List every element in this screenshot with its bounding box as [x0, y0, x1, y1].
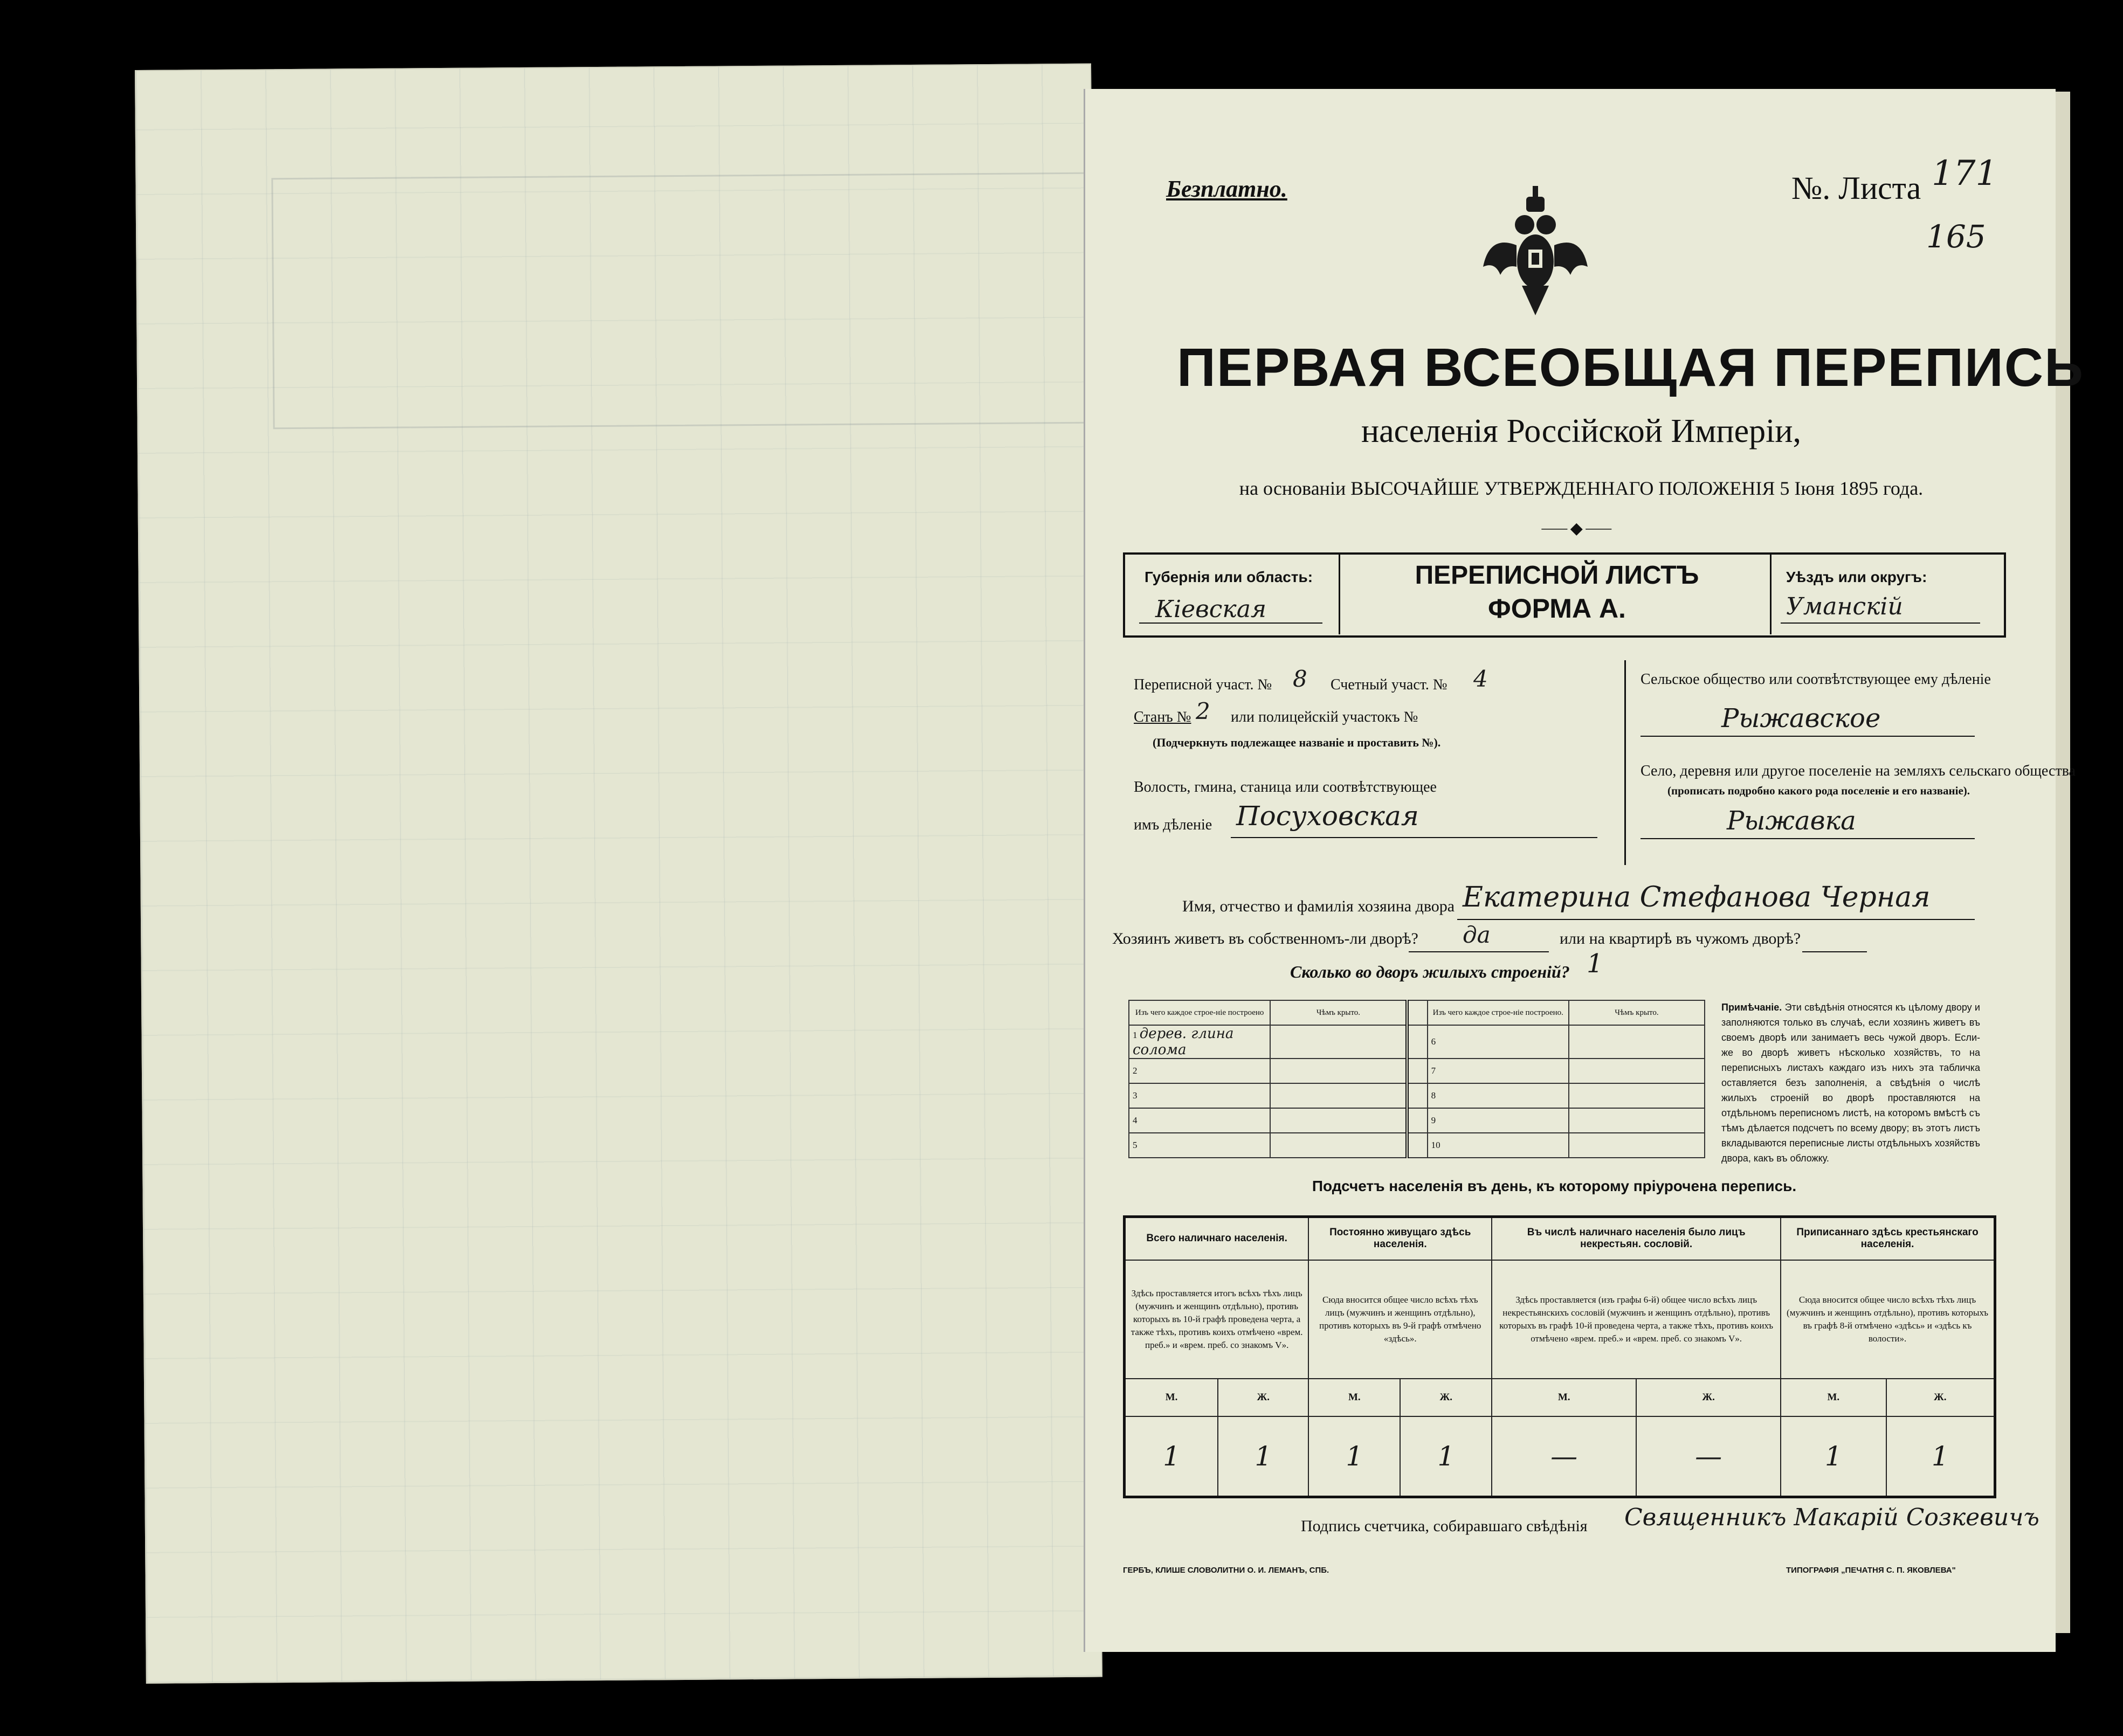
pop-col-2-title: Постоянно живущаго здѣсь населенія.	[1308, 1217, 1492, 1260]
population-values-row	[1125, 1416, 1995, 1497]
village-label: Село, деревня или другое поселеніе на земляхъ сельскаго общества	[1640, 763, 2076, 779]
pop-peasant-m: 1	[1781, 1416, 1886, 1497]
show-through-table	[271, 172, 1166, 430]
sheet-number-second: 165	[1926, 218, 1986, 255]
signature-label: Подпись счетчика, собиравшаго свѣдѣнія	[1301, 1517, 1588, 1535]
buildings-col-roof-2: Чѣмъ крыто.	[1569, 1000, 1705, 1025]
buildings-col-material: Изъ чего каждое строе-ніе построено	[1129, 1000, 1270, 1025]
pop-peasant-f: 1	[1886, 1416, 1995, 1497]
pop-col-1-title: Всего наличнаго населенія.	[1125, 1217, 1309, 1260]
buildings-table	[1128, 1000, 1705, 1158]
village-value: Рыжавка	[1727, 806, 1856, 836]
pop-col-4-title: Приписаннаго здѣсь крестьянскаго населенія.	[1781, 1217, 1995, 1260]
society-value: Рыжавское	[1721, 703, 1881, 734]
form-letter: ФОРМА А.	[1488, 593, 1626, 624]
pop-col-2-desc: Сюда вносится общее число всѣхъ тѣхъ лицъ (мужчинъ и женщинъ отдѣльно), противъ которыхъ въ 9-й графѣ отмѣчено «здѣсь».	[1308, 1260, 1492, 1379]
pop-col-3-title: Въ числѣ наличнаго населенія было лицъ некрестьян. сословій.	[1492, 1217, 1781, 1260]
province-value: Кіевская	[1155, 596, 1267, 623]
table-row: 5 10	[1129, 1133, 1705, 1158]
population-heading: Подсчетъ населенія въ день, къ которому пріурочена перепись.	[1312, 1178, 1797, 1194]
volost-label-2: имъ дѣленіе	[1134, 817, 1212, 833]
table-row: 3 8	[1129, 1083, 1705, 1108]
form-basis: на основаніи ВЫСОЧАЙШЕ УТВЕРЖДЕННАГО ПОЛОЖЕНІЯ 5 Іюня 1895 года.	[1239, 478, 1924, 499]
pop-permanent-m: 1	[1308, 1416, 1400, 1497]
pop-col-1-desc: Здѣсь проставляется итогъ всѣхъ тѣхъ лицъ (мужчинъ и женщинъ отдѣльно), противъ которыхъ въ 10-й графѣ проведена черта, а также тѣхъ, противъ коихъ отмѣчено «врем. преб.» и «врем. преб. со знакомъ V».	[1125, 1260, 1309, 1379]
volost-label: Волость, гмина, станица или соотвѣтствующее	[1134, 779, 1437, 796]
footnote	[1721, 1000, 1980, 1166]
census-section-value: 8	[1293, 666, 1307, 692]
pop-total-f: 1	[1218, 1416, 1308, 1497]
form-main-title: ПЕРВАЯ ВСЕОБЩАЯ ПЕРЕПИСЬ	[1177, 337, 2084, 398]
signature-value: Священникъ Макарій Созкевичъ	[1624, 1504, 2039, 1531]
society-label: Сельское общество или соотвѣтствующее ему дѣленіе	[1640, 671, 1991, 688]
buildings-label: Сколько во дворъ жилыхъ строеній?	[1290, 962, 1570, 981]
volost-value: Посуховская	[1236, 800, 1419, 832]
rent-label: или на квартирѣ въ чужомъ дворѣ?	[1560, 930, 1801, 947]
building-1-material: дерев. глина солома	[1133, 1026, 1234, 1058]
table-row: 2 7	[1129, 1059, 1705, 1083]
stan-value: 2	[1196, 698, 1210, 724]
province-label: Губернія или область:	[1145, 569, 1313, 585]
stan-label: Станъ №	[1134, 709, 1191, 725]
pop-nonpeasant-f: —	[1636, 1416, 1781, 1497]
pop-permanent-f: 1	[1400, 1416, 1492, 1497]
district-value: Уманскій	[1786, 593, 1903, 620]
ornament-divider: ⸺◆⸺	[1541, 520, 1615, 537]
population-table: Всего наличнаго населенія. Постоянно живущаго здѣсь населенія. Въ числѣ наличнаго населенія было лицъ некрестьян. сословій. Приписаннаго здѣсь крестьянскаго населенія. Здѣсь проставляется итогъ всѣхъ тѣхъ лицъ (мужчинъ и женщинъ отдѣльно), противъ которыхъ въ 10-й графѣ проведена черта, а также тѣхъ, противъ коихъ отмѣчено «врем. преб.» и «врем. преб. со знакомъ V». Сюда вносится общее число всѣхъ тѣхъ лицъ (мужчинъ и женщинъ отдѣльно), противъ которыхъ въ 9-й графѣ отмѣчено «здѣсь». Здѣсь проставляется (изъ графы 6-й) общее число всѣхъ лицъ некрестьянскихъ сословій (мужчинъ и женщинъ отдѣльно), противъ которыхъ въ графѣ 10-й проведена черта, а также тѣхъ, противъ коихъ отмѣчено «врем. преб.» и «врем. преб. со знакомъ V». Сюда вносится общее число всѣхъ тѣхъ лицъ (мужчинъ и женщинъ отдѣльно), противъ которыхъ въ графѣ 8-й отмѣчено «здѣсь» и «здѣсь къ волости». М. Ж. М. Ж. М. Ж. М. Ж. 1 1 1 1 — — 1 1	[1123, 1215, 1996, 1498]
pop-col-4-desc: Сюда вносится общее число всѣхъ тѣхъ лицъ (мужчинъ и женщинъ отдѣльно), противъ которыхъ въ графѣ 8-й отмѣчено «здѣсь» и «здѣсь къ волости».	[1781, 1260, 1995, 1379]
count-section-label: Счетный участ. №	[1331, 676, 1448, 693]
buildings-col-roof: Чѣмъ крыто.	[1270, 1000, 1407, 1025]
left-page	[135, 64, 1102, 1684]
owner-label: Имя, отчество и фамилія хозяина двора	[1182, 897, 1455, 915]
footnote-text: Эти свѣдѣнія относятся къ цѣлому двору и заполняются только въ случаѣ, если хозяинъ живетъ въ своемъ дворѣ или занимаетъ весь чужой дворъ. Если-же во дворѣ живетъ нѣсколько хозяйствъ, то на переписныхъ листахъ каждаго изъ нихъ эта табличка оставляется безъ заполненія, а свѣдѣнія о числѣ жилыхъ строеній во дворѣ проставляются на отдѣльномъ переписномъ листѣ, на которомъ вмѣстѣ съ тѣмъ дѣлается подсчетъ по всему двору; въ этотъ листъ вкладываются переписные листы отдѣльныхъ хозяйствъ двора, какъ въ обложку.	[1721, 1002, 1980, 1164]
stan-note: (Подчеркнуть подлежащее названіе и проставить №).	[1153, 736, 1441, 749]
form-subtitle: населенія Россійской Имперіи,	[1361, 413, 1802, 449]
footer-left: ГЕРБЪ, КЛИШЕ СЛОВОЛИТНИ О. И. ЛЕМАНЪ, СПБ.	[1123, 1566, 1329, 1575]
owner-value: Екатерина Стефанова Черная	[1463, 881, 1931, 914]
own-yard-value: да	[1463, 922, 1491, 948]
census-section-label: Переписной участ. №	[1134, 676, 1272, 693]
buildings-value: 1	[1587, 949, 1603, 979]
census-form-page	[1084, 89, 2084, 1652]
table-row: 1 дерев. глина солома 6	[1129, 1025, 1705, 1059]
pop-col-3-desc: Здѣсь проставляется (изъ графы 6-й) общее число всѣхъ лицъ некрестьянскихъ сословій (мужчинъ и женщинъ отдѣльно), противъ которыхъ въ графѣ 10-й проведена черта, а также тѣхъ, противъ коихъ отмѣчено «врем. преб.» и «врем. преб. со знакомъ V».	[1492, 1260, 1781, 1379]
table-row: 4 9	[1129, 1108, 1705, 1133]
pop-total-m: 1	[1125, 1416, 1218, 1497]
free-label: Безплатно.	[1166, 176, 1287, 202]
buildings-col-material-2: Изъ чего каждое строе-ніе построено.	[1428, 1000, 1569, 1025]
own-yard-label: Хозяинъ живетъ въ собственномъ-ли дворѣ?	[1112, 930, 1418, 947]
footer-right: ТИПОГРАФІЯ „ПЕЧАТНЯ С. П. ЯКОВЛЕВА"	[1786, 1566, 1956, 1575]
imperial-eagle-emblem	[1479, 186, 1592, 321]
village-note: (прописать подробно какого рода поселеніе и его названіе).	[1667, 784, 1970, 797]
pop-nonpeasant-m: —	[1492, 1416, 1636, 1497]
sheet-number-label: №. Листа	[1791, 170, 1921, 206]
district-label: Уѣздъ или округъ:	[1786, 569, 1927, 585]
count-section-value: 4	[1473, 666, 1488, 692]
form-title: ПЕРЕПИСНОЙ ЛИСТЪ	[1415, 561, 1699, 590]
police-label: или полицейскій участокъ №	[1231, 709, 1418, 725]
sheet-number-value: 171	[1932, 154, 1998, 193]
footnote-title: Примѣчаніе.	[1721, 1002, 1782, 1013]
